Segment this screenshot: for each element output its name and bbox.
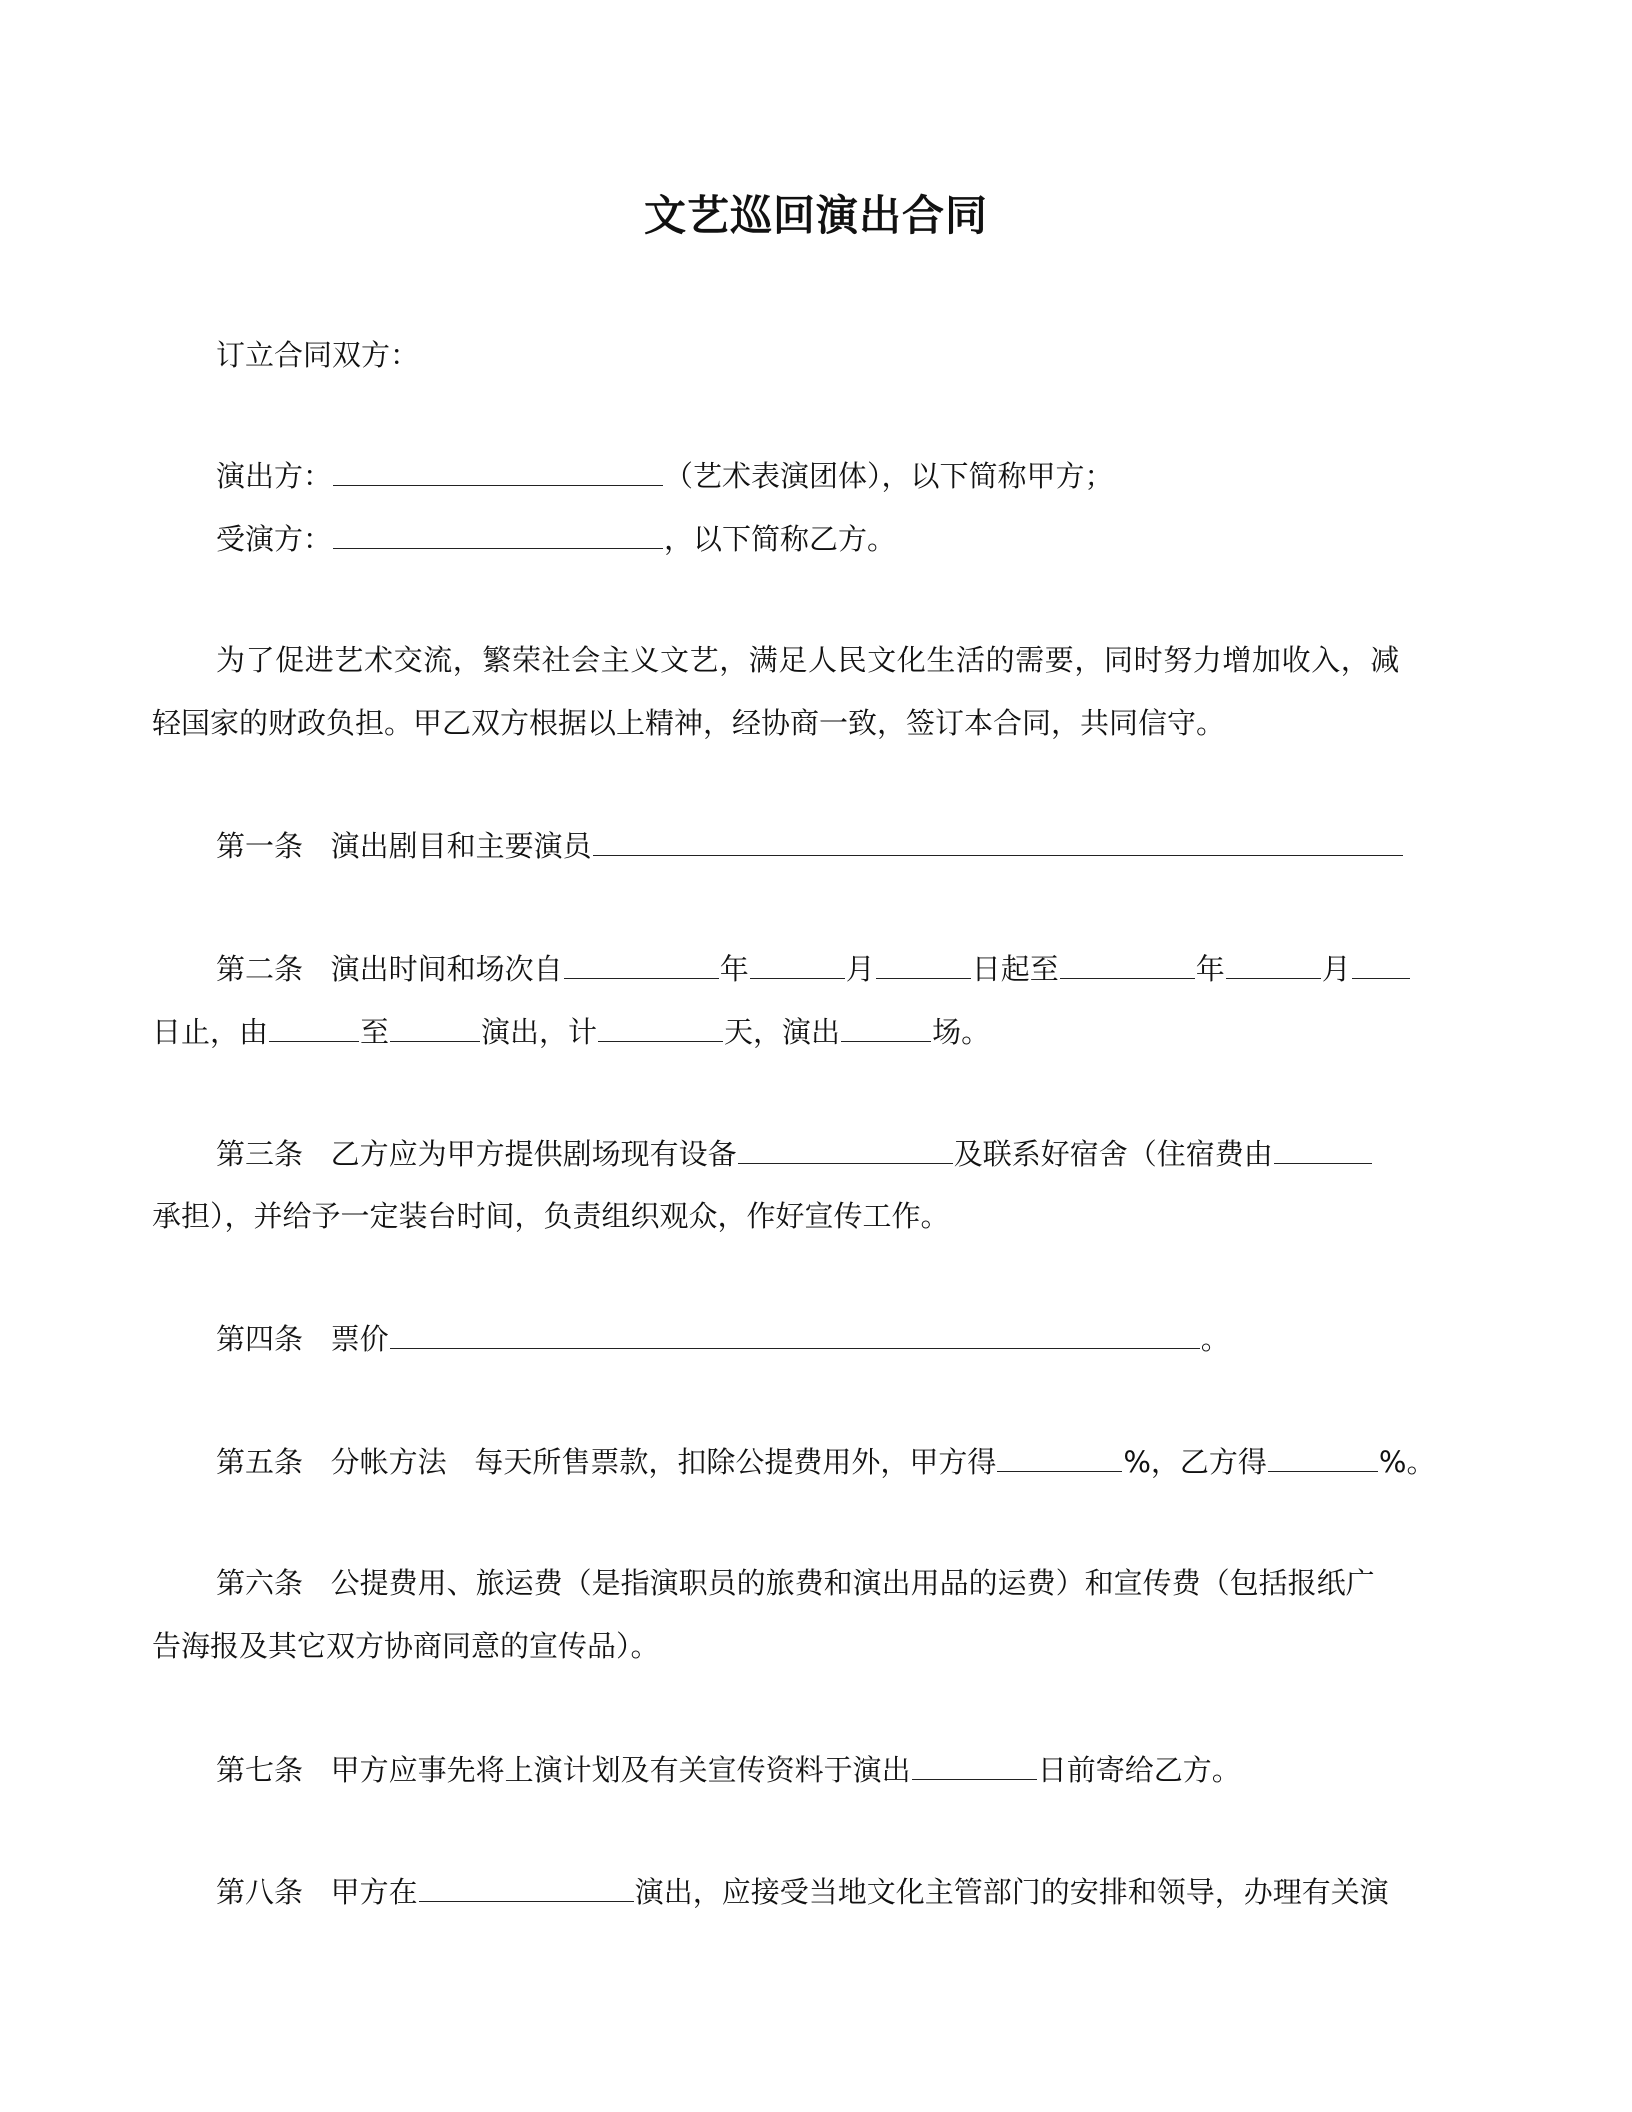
article-5-text: 每天所售票款，扣除公提费用外，甲方得 [474,1445,997,1479]
article-2-number: 第二条 [216,952,304,986]
days-before-blank[interactable] [912,1749,1037,1780]
article-8 [216,1871,1546,1912]
article-8-number: 第八条 [216,1875,304,1909]
article-3-line-2: 承担），并给予一定装台时间，负责组织观众，作好宣传工作。 [152,1199,950,1233]
performance-location-blank[interactable] [419,1871,634,1902]
article-3-number: 第三条 [216,1137,304,1171]
article-5-text: %。 [1378,1445,1436,1479]
article-6-number: 第六条 [216,1566,304,1600]
party-a-share-blank[interactable] [997,1441,1122,1472]
party-b-label: 受演方： [216,522,333,556]
article-2-line-2 [152,1011,1482,1052]
article-1 [216,825,1546,866]
start-day-blank[interactable] [876,948,971,979]
article-1-text: 演出剧目和主要演员 [330,829,592,863]
year-label: 年 [719,952,749,986]
month-label: 月 [845,952,875,986]
article-2-text: 至 [360,1015,390,1049]
article-5-text: %，乙方得 [1123,1445,1267,1479]
contract-title: 文艺巡回演出合同 [643,191,988,240]
party-a-blank[interactable] [333,455,663,486]
article-4-text: 。 [1200,1322,1230,1356]
party-b-suffix: ，以下简称乙方。 [664,522,897,556]
end-year-blank[interactable] [1060,948,1195,979]
equipment-blank[interactable] [738,1133,953,1164]
article-6-text: 公提费用、旅运费（是指演职员的旅费和演出用品的运费）和宣传费（包括报纸广 [330,1566,1375,1600]
article-4-number: 第四条 [216,1322,304,1356]
article-6-line-2: 告海报及其它双方协商同意的宣传品）。 [152,1629,660,1663]
party-a-line [216,455,1546,496]
article-2-line-1 [216,948,1546,989]
article-2-text: 演出时间和场次自 [330,952,563,986]
article-2-text: 日止，由 [152,1015,269,1049]
party-a-suffix: （艺术表演团体），以下简称甲方； [664,459,1114,493]
article-5-heading: 分帐方法 [330,1445,447,1479]
article-7-text: 日前寄给乙方。 [1037,1753,1241,1787]
start-year-blank[interactable] [564,948,719,979]
start-month-blank[interactable] [750,948,845,979]
year-label: 年 [1195,952,1225,986]
day-label: 日起至 [971,952,1059,986]
article-2-text: 天，演出 [724,1015,841,1049]
to-place-blank[interactable] [390,1011,480,1042]
article-3-text: 乙方应为甲方提供剧场现有设备 [330,1137,737,1171]
month-label: 月 [1321,952,1351,986]
parties-heading: 订立合同双方： [216,338,420,372]
article-3-line-1 [216,1133,1546,1174]
party-b-line [216,518,1546,559]
article-7-number: 第七条 [216,1753,304,1787]
article-5 [216,1441,1546,1482]
article-6-line-1 [216,1563,1546,1603]
article-4-text: 票价 [330,1322,389,1356]
article-4 [216,1318,1546,1359]
article-3-text: 及联系好宿舍（住宿费由 [953,1137,1273,1171]
article-5-number: 第五条 [216,1445,304,1479]
shows-blank[interactable] [841,1011,931,1042]
article-2-text: 演出，计 [481,1015,598,1049]
article-1-blank[interactable] [593,825,1403,856]
preamble-line-1: 为了促进艺术交流，繁荣社会主义文艺，满足人民文化生活的需要，同时努力增加收入，减 [216,643,1401,677]
article-7-text: 甲方应事先将上演计划及有关宣传资料于演出 [330,1753,911,1787]
party-a-label: 演出方： [216,459,333,493]
article-8-text: 甲方在 [330,1875,418,1909]
preamble-line-2: 轻国家的财政负担。甲乙双方根据以上精神，经协商一致，签订本合同，共同信守。 [152,706,1226,740]
party-b-share-blank[interactable] [1268,1441,1378,1472]
end-month-blank[interactable] [1226,948,1321,979]
days-blank[interactable] [598,1011,723,1042]
party-b-blank[interactable] [333,518,663,549]
ticket-price-blank[interactable] [390,1318,1200,1349]
article-1-number: 第一条 [216,829,304,863]
article-8-text: 演出，应接受当地文化主管部门的安排和领导，办理有关演 [634,1875,1389,1909]
from-place-blank[interactable] [269,1011,359,1042]
article-7 [216,1749,1546,1790]
article-2-text: 场。 [932,1015,991,1049]
lodging-payer-blank[interactable] [1274,1133,1372,1164]
end-day-blank[interactable] [1352,948,1410,979]
